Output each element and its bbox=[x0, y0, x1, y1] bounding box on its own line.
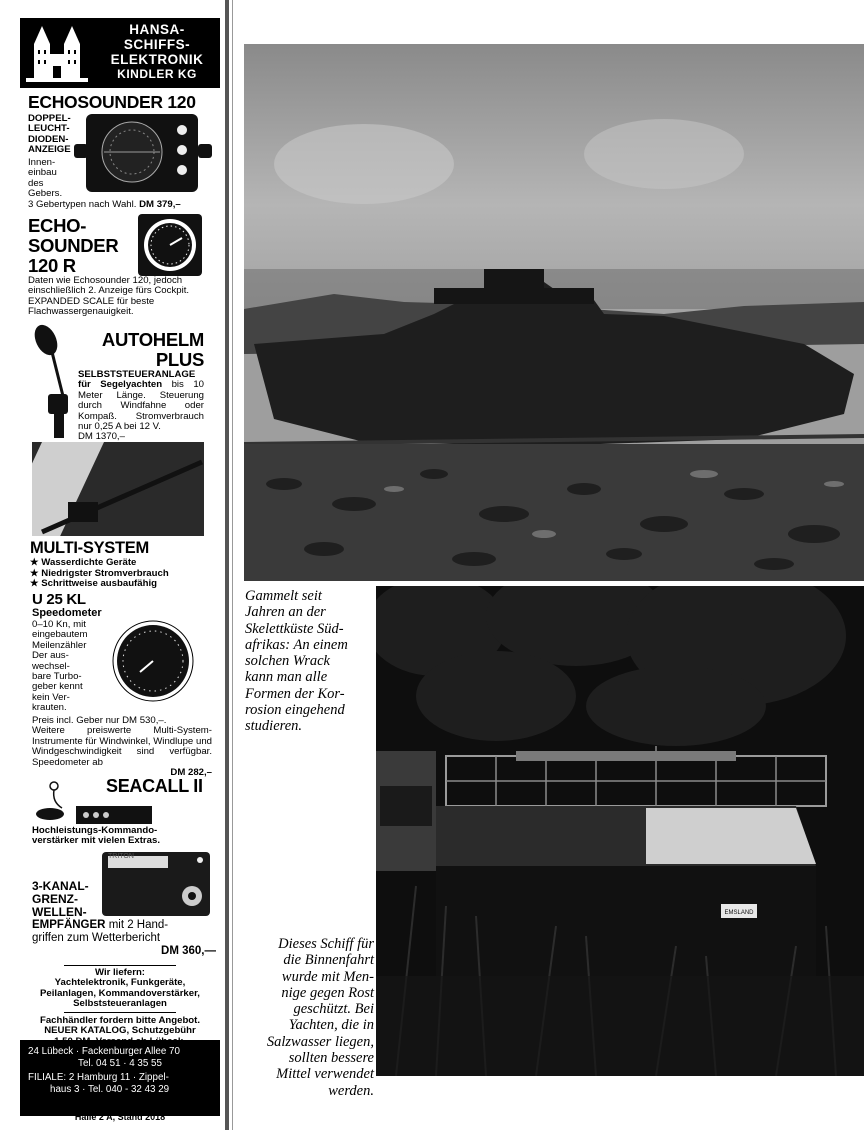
body-text: bis 10 Meter Länge. Steuerung durch Windfahne oder Kompaß. Stromverbrauch nur 0,25 A bei 12 V. bbox=[78, 379, 204, 433]
caption-line: Skelettküste Süd- bbox=[245, 620, 344, 637]
product-title bbox=[100, 330, 204, 370]
product-description bbox=[78, 370, 204, 443]
column-divider bbox=[225, 0, 229, 1130]
feature-text: Niedrigster Stromverbrauch bbox=[41, 567, 169, 579]
seacall-amplifier-icon bbox=[32, 770, 154, 828]
body-line: Hochleistungs-Kommando- bbox=[32, 825, 158, 836]
caption-line: Yachten, die in bbox=[288, 1017, 374, 1034]
caption-line: Formen der Kor- bbox=[245, 685, 345, 702]
photo-caption-1 bbox=[245, 588, 373, 735]
product-title: SEACALL II bbox=[106, 776, 203, 796]
body-line: Meilenzähler bbox=[32, 639, 87, 651]
caption-line: werden. bbox=[328, 1082, 374, 1099]
price: DM 360,— bbox=[161, 945, 216, 957]
body-line: Innen- bbox=[28, 157, 56, 168]
separator-line bbox=[64, 1012, 176, 1013]
title-line: AUTOHELM bbox=[101, 329, 204, 350]
company-name bbox=[98, 22, 216, 82]
supply-heading: Wir liefern: bbox=[94, 967, 146, 978]
feature-line: DIODEN- bbox=[28, 133, 69, 145]
speedometer-dial-icon bbox=[112, 620, 194, 702]
product-title bbox=[28, 216, 118, 276]
company-line: ELEKTRONIK bbox=[110, 52, 204, 67]
product-note bbox=[28, 200, 218, 210]
column-divider-thin bbox=[232, 0, 233, 1130]
caption-line: Jahren an der bbox=[245, 604, 326, 621]
star-icon: ★ bbox=[30, 557, 42, 568]
feature-line: DOPPEL- bbox=[28, 113, 71, 124]
fair-line: Hamburger Bootsausstellung bbox=[56, 1102, 184, 1112]
feature-list bbox=[30, 558, 169, 590]
body-line: verstärker mit vielen Extras. bbox=[32, 835, 160, 847]
feature-text: Wasserdichte Geräte bbox=[41, 557, 137, 568]
caption-line: wurde mit Men- bbox=[281, 968, 374, 985]
caption-line: nige gegen Rost bbox=[281, 984, 374, 1001]
body-line: bare Turbo- bbox=[32, 671, 82, 683]
company-line: KINDLER KG bbox=[117, 67, 197, 81]
price: DM 282,– bbox=[170, 767, 212, 779]
body-line: Der aus- bbox=[32, 650, 69, 662]
body-line: des bbox=[28, 177, 44, 189]
caption-line: Dieses Schiff für bbox=[278, 936, 374, 952]
contact-line: 24 Lübeck · Fackenburger Allee 70 bbox=[28, 1046, 180, 1057]
caption-line: kann man alle bbox=[245, 669, 328, 686]
product-body bbox=[32, 826, 222, 847]
body-line: krauten. bbox=[32, 702, 67, 714]
star-icon: ★ bbox=[30, 567, 42, 579]
feature-line: ANZEIGE bbox=[28, 144, 71, 156]
price-line: Preis incl. Geber nur DM 530,–. bbox=[32, 715, 167, 726]
supply-line: Peilanlagen, Kommandoverstärker, bbox=[40, 987, 200, 999]
caption-line: solchen Wrack bbox=[245, 653, 330, 670]
title-line: PLUS bbox=[155, 349, 204, 370]
contact-line: Tel. 04 51 · 4 35 55 bbox=[78, 1057, 162, 1069]
body-line: 0–10 Kn, mit bbox=[32, 619, 86, 630]
body-line: geber kennt bbox=[32, 681, 83, 693]
price: DM 379,– bbox=[139, 199, 181, 210]
body-line: wechsel- bbox=[32, 660, 70, 672]
company-line: HANSA- bbox=[129, 22, 185, 37]
title-line: ECHO- bbox=[28, 215, 87, 236]
ad-header bbox=[20, 18, 220, 88]
product-title: MULTI-SYSTEM bbox=[30, 539, 149, 557]
product-body bbox=[32, 620, 112, 714]
caption-line: Mittel verwendet bbox=[276, 1066, 374, 1083]
tiller-pilot-image-icon bbox=[32, 442, 204, 536]
caption-line: die Binnenfahrt bbox=[283, 952, 374, 969]
product-body: Daten wie Echosounder 120, jedoch einschließlich 2. Anzeige fürs Cockpit. EXPANDED SCALE für beste Flachwassergenauigkeit. bbox=[28, 275, 190, 318]
lubeck-gate-logo-icon bbox=[26, 24, 88, 82]
body-text: griffen zum Wetterbericht bbox=[32, 932, 161, 944]
separator-line bbox=[64, 965, 176, 966]
autohelm-unit-icon bbox=[32, 322, 78, 440]
product-subtitle: Speedometer bbox=[32, 607, 102, 619]
echosounder-device-icon bbox=[74, 112, 214, 194]
boat-photo bbox=[376, 586, 864, 1076]
caption-line: Gammelt seit bbox=[245, 588, 322, 604]
subtitle-line: für Segelyachten bbox=[78, 379, 163, 391]
model-name: U 25 KL bbox=[32, 591, 86, 608]
title-line: SOUNDER bbox=[28, 235, 119, 256]
feature-text: Schrittweise ausbaufähig bbox=[41, 578, 157, 589]
title-line: EMPFÄNGER bbox=[32, 919, 106, 931]
caption-line: studieren. bbox=[245, 718, 303, 735]
fair-notice bbox=[20, 1102, 220, 1123]
more-info: Weitere preiswerte Multi-System-Instrumente für Windwinkel, Windlupe und Windgeschwindigkeit sind verfügbar. Speedometer ab bbox=[32, 725, 212, 768]
product-body bbox=[28, 158, 78, 200]
star-icon: ★ bbox=[30, 578, 42, 589]
title-line: WELLEN- bbox=[32, 905, 87, 920]
contact-line: FILIALE: 2 Hamburg 11 · Zippel- bbox=[28, 1072, 169, 1083]
price: DM 1370,– bbox=[78, 431, 125, 443]
title-line: 120 R bbox=[28, 255, 76, 276]
shipwreck-photo bbox=[244, 44, 864, 581]
fair-line: Halle 2 A, Stand 2018 bbox=[74, 1112, 166, 1123]
caption-line: Salzwasser liegen, bbox=[266, 1033, 374, 1050]
contact-line: haus 3 · Tel. 040 - 32 43 29 bbox=[50, 1083, 170, 1095]
title-line: GRENZ- bbox=[32, 892, 78, 907]
caption-line: sollten bessere bbox=[288, 1050, 374, 1067]
caption-line: afrikas: An einem bbox=[245, 636, 348, 653]
dealer-line: NEUER KATALOG, Schutzgebühr bbox=[44, 1025, 196, 1037]
tiller-photo bbox=[32, 442, 204, 536]
echosounder-gauge-icon bbox=[138, 214, 202, 276]
photo-caption-2 bbox=[246, 936, 374, 1099]
inland-boat-in-reeds-image-icon bbox=[376, 586, 864, 1076]
body-text: mit 2 Hand- bbox=[108, 919, 169, 931]
supply-line: Yachtelektronik, Funkgeräte, bbox=[54, 977, 186, 989]
product-title bbox=[32, 880, 89, 920]
note-text: 3 Gebertypen nach Wahl. bbox=[28, 199, 137, 210]
shipwreck-on-coast-image-icon bbox=[244, 44, 864, 581]
body-line: eingebautem bbox=[32, 629, 88, 641]
advertisement-column bbox=[20, 18, 220, 1123]
product-title: ECHOSOUNDER 120 bbox=[28, 92, 196, 112]
body-line: einbau bbox=[28, 167, 57, 179]
body-line: Gebers. bbox=[28, 188, 63, 200]
caption-line: geschützt. Bei bbox=[293, 1001, 374, 1018]
company-line: SCHIFFS- bbox=[123, 37, 191, 52]
title-line: 3-KANAL- bbox=[32, 879, 89, 893]
feature-line: LEUCHT- bbox=[28, 123, 70, 135]
body-line: kein Ver- bbox=[32, 691, 70, 703]
caption-line: rosion eingehend bbox=[245, 702, 345, 719]
supply-block bbox=[24, 968, 216, 1010]
supply-line: Selbststeueranlagen bbox=[73, 998, 167, 1010]
product-body bbox=[32, 919, 222, 958]
dealer-line: Fachhändler fordern bitte Angebot. bbox=[39, 1015, 201, 1026]
radio-brand-label: TRITON bbox=[108, 853, 134, 860]
subtitle-line: SELBSTSTEUERANLAGE bbox=[78, 369, 196, 380]
hull-sign: EMSLAND bbox=[724, 910, 754, 916]
feature-item bbox=[30, 579, 169, 590]
